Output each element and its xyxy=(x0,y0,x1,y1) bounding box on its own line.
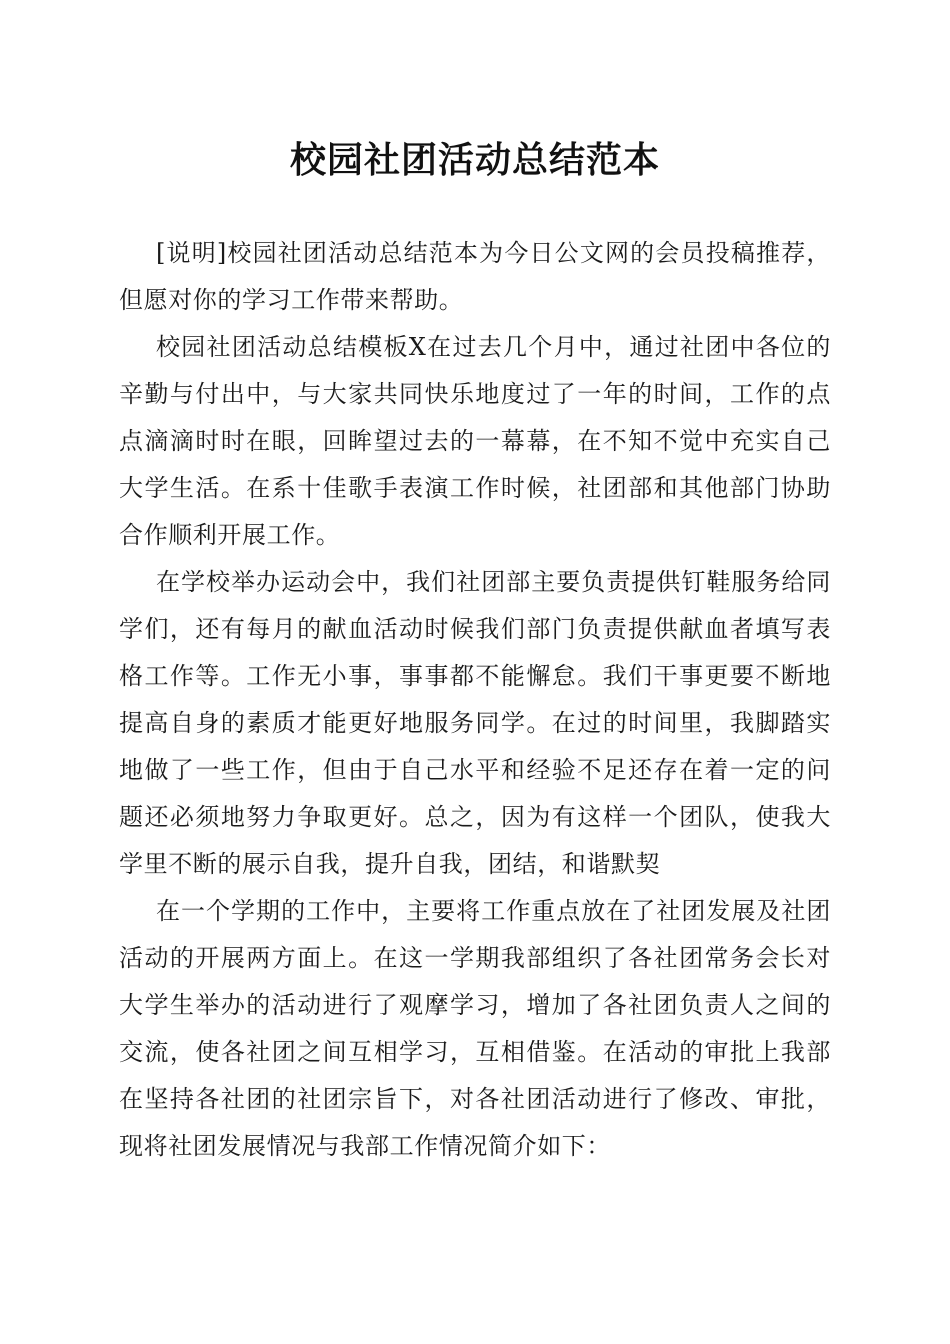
paragraph-intro-note: [说明]校园社团活动总结范本为今日公文网的会员投稿推荐，但愿对你的学习工作带来帮助。 xyxy=(119,239,831,314)
paragraph-semester-work: 在一个学期的工作中，主要将工作重点放在了社团发展及社团活动的开展两方面上。在这一学期我部组织了各社团常务会长对大学生举办的活动进行了观摩学习，增加了各社团负责人之间的交流，使各社团之间互相学习，互相借鉴。在活动的审批上我部在坚持各社团的社团宗旨下，对各社团活动进行了修改、审批，现将社团发展情况与我部工作情况简介如下： xyxy=(119,897,831,1160)
paragraph-summary: 校园社团活动总结模板X在过去几个月中，通过社团中各位的辛勤与付出中，与大家共同快乐地度过了一年的时间，工作的点点滴滴时时在眼，回眸望过去的一幕幕，在不知不觉中充实自己大学生活。在系十佳歌手表演工作时候，社团部和其他部门协助合作顺利开展工作。 xyxy=(119,333,831,549)
document-title: 校园社团活动总结范本 xyxy=(289,139,660,181)
paragraph-sports-meeting: 在学校举办运动会中，我们社团部主要负责提供钉鞋服务给同学们，还有每月的献血活动时候我们部门负责提供献血者填写表格工作等。工作无小事，事事都不能懈怠。我们干事更要不断地提高自身的素质才能更好地服务同学。在过的时间里，我脚踏实地做了一些工作，但由于自己水平和经验不足还存在着一定的问题还必须地努力争取更好。总之，因为有这样一个团队，使我大学里不断的展示自我，提升自我，团结，和谐默契 xyxy=(119,568,831,878)
document-body xyxy=(119,230,831,1170)
